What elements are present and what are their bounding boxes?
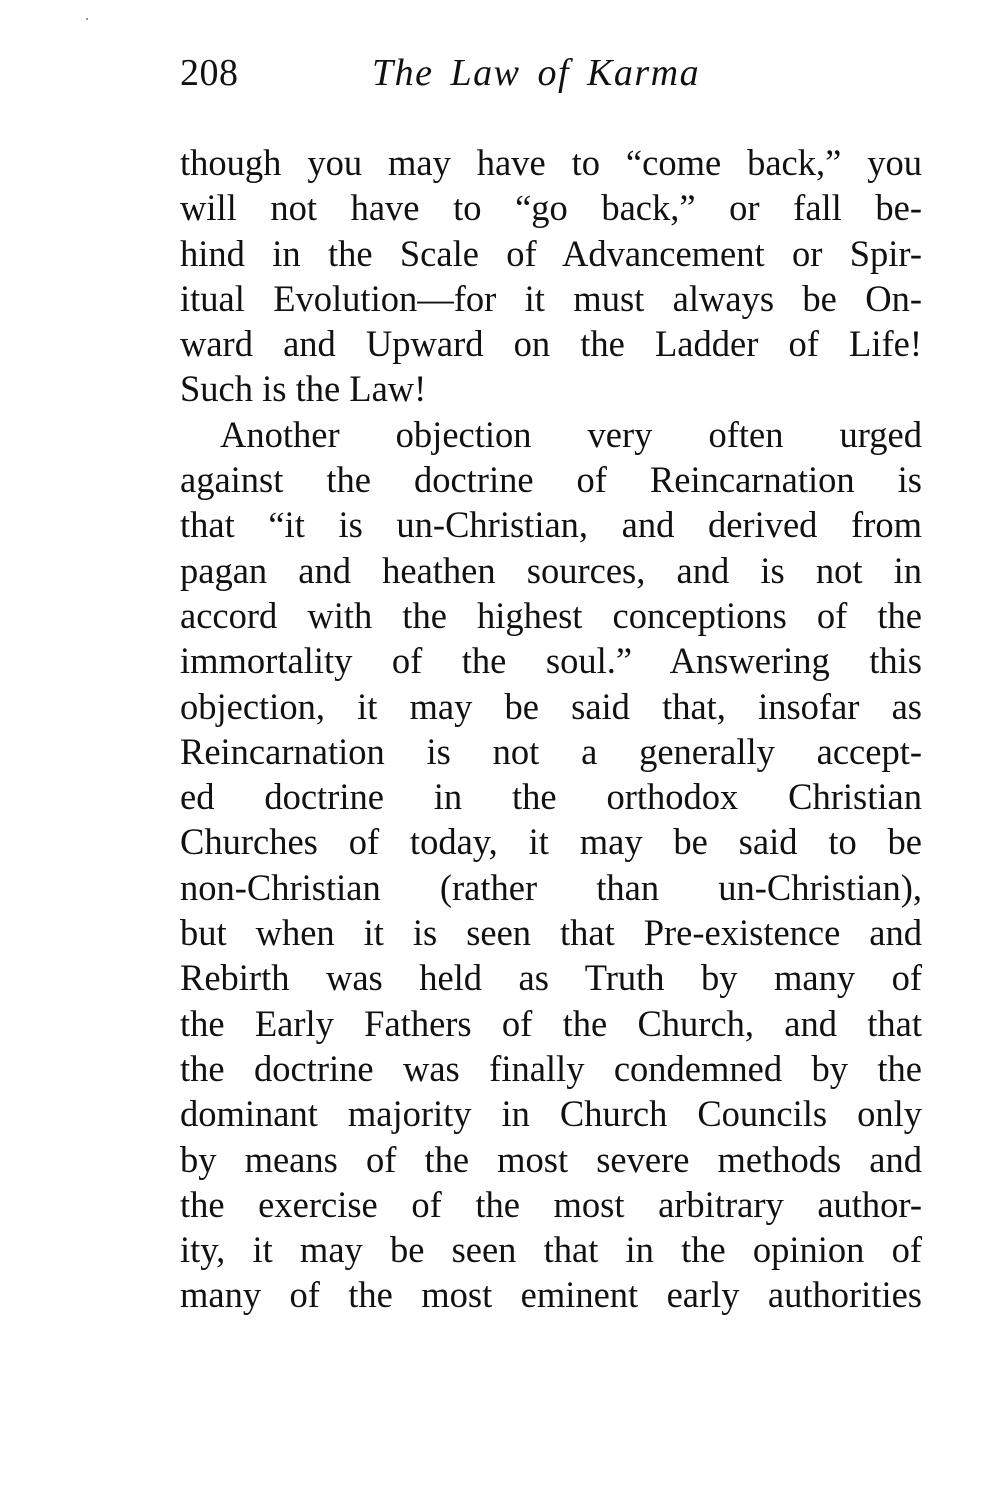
text-line: the Early Fathers of the Church, and that <box>180 1002 922 1044</box>
text-line: ed doctrine in the orthodox Christian <box>180 776 922 818</box>
text-line: accord with the highest conceptions of the <box>180 594 922 636</box>
text-line: itual Evolution—for it must always be On- <box>180 277 922 319</box>
text-line: Reincarnation is not a generally accept- <box>180 730 922 772</box>
text-line: pagan and heathen sources, and is not in <box>180 549 922 591</box>
text-line: against the doctrine of Reincarnation is <box>180 459 922 501</box>
text-line: the doctrine was finally condemned by the <box>180 1047 922 1089</box>
text-line: the exercise of the most arbitrary author- <box>180 1183 922 1225</box>
text-line: though you may have to “come back,” you <box>180 142 922 183</box>
text-line: non-Christian (rather than un-Christian), <box>180 866 922 908</box>
text-line: by means of the most severe methods and <box>180 1138 922 1180</box>
text-line: many of the most eminent early authorities <box>180 1274 922 1316</box>
running-head <box>180 48 740 98</box>
text-line: Rebirth was held as Truth by many of <box>180 957 922 999</box>
text-line: ward and Upward on the Ladder of Life! <box>180 323 922 365</box>
text-line: but when it is seen that Pre-existence and <box>180 912 922 954</box>
text-line: Such is the Law! <box>180 368 427 410</box>
text-line: immortality of the soul.” Answering this <box>180 640 922 682</box>
text-line: dominant majority in Church Councils only <box>180 1093 922 1135</box>
page-number: 208 <box>180 52 239 94</box>
text-line: Another objection very often urged <box>220 413 922 455</box>
text-line: Churches of today, it may be said to be <box>180 821 922 863</box>
text-line: that “it is un-Christian, and derived from <box>180 504 922 546</box>
running-title: The Law of Karma <box>372 52 701 94</box>
body-text <box>180 140 922 1318</box>
text-line: objection, it may be said that, insofar as <box>180 685 922 727</box>
text-line: hind in the Scale of Advancement or Spir- <box>180 232 922 274</box>
scan-speck <box>86 18 88 20</box>
text-line: will not have to “go back,” or fall be- <box>180 187 922 229</box>
text-line: ity, it may be seen that in the opinion of <box>180 1229 922 1271</box>
